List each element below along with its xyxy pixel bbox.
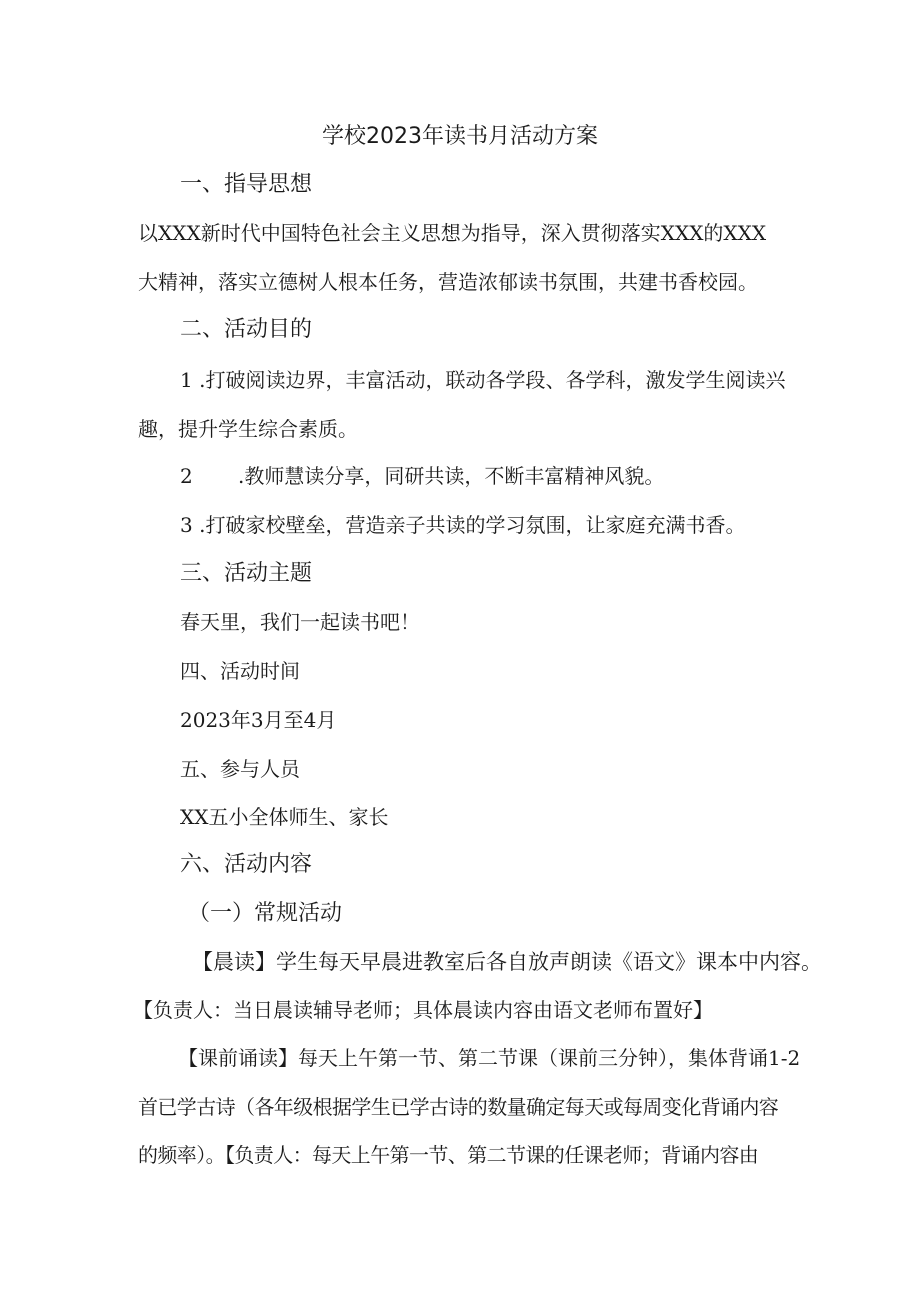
section-heading-theme: 三、活动主题 (180, 561, 313, 586)
list-item-1-line1: 1 .打破阅读边界，丰富活动，联动各学段、各学科，激发学生阅读兴 (180, 368, 786, 392)
text-line: 【课前诵读】每天上午第一节、第二节课（课前三分钟），集体背诵1-2 (178, 1046, 801, 1070)
section-heading-participants: 五、参与人员 (180, 757, 300, 781)
section-heading-time: 四、活动时间 (180, 659, 300, 683)
paragraph-line (138, 221, 793, 245)
list-item-2-number: 2 (180, 464, 193, 488)
morning-read-owner: 【负责人：当日晨读辅导老师；具体晨读内容由语文老师布置好】 (133, 998, 713, 1022)
morning-read-paragraph: 【晨读】学生每天早晨进教室后各自放声朗读《语文》课本中内容。 (192, 950, 822, 974)
section-heading-purpose: 二、活动目的 (180, 317, 313, 342)
list-item-3: 3 .打破家校壁垒，营造亲子共读的学习氛围，让家庭充满书香。 (180, 513, 746, 537)
section-heading-guiding-thought: 一、指导思想 (180, 172, 313, 197)
recite-paragraph-line: 的频率）。【负责人：每天上午第一节、第二节课的任课老师；背诵内容由 (138, 1143, 759, 1167)
recite-paragraph-line: 首已学古诗（各年级根据学生已学古诗的数量确定每天或每周变化背诵内容 (138, 1095, 779, 1119)
list-item-2-text: .教师慧读分享，同研共读，不断丰富精神风貌。 (238, 464, 665, 488)
recite-paragraph-line (178, 1046, 801, 1070)
list-item-1-line2: 趣，提升学生综合素质。 (138, 417, 358, 441)
time-text: 2023年3月至4月 (180, 708, 337, 732)
paragraph-line: 大精神，落实立德树人根本任务，营造浓郁读书氛围，共建书香校园。 (138, 270, 758, 294)
text-line: 以XXX新时代中国特色社会主义思想为指导，深入贯彻落实XXX的XXX (138, 221, 767, 245)
document-title: 学校2023年读书月活动方案 (322, 124, 598, 149)
participants-text: XX五小全体师生、家长 (180, 805, 389, 829)
subsection-heading-routine: （一）常规活动 (188, 901, 343, 926)
section-heading-content: 六、活动内容 (180, 852, 313, 877)
theme-text: 春天里，我们一起读书吧！ (180, 610, 420, 634)
